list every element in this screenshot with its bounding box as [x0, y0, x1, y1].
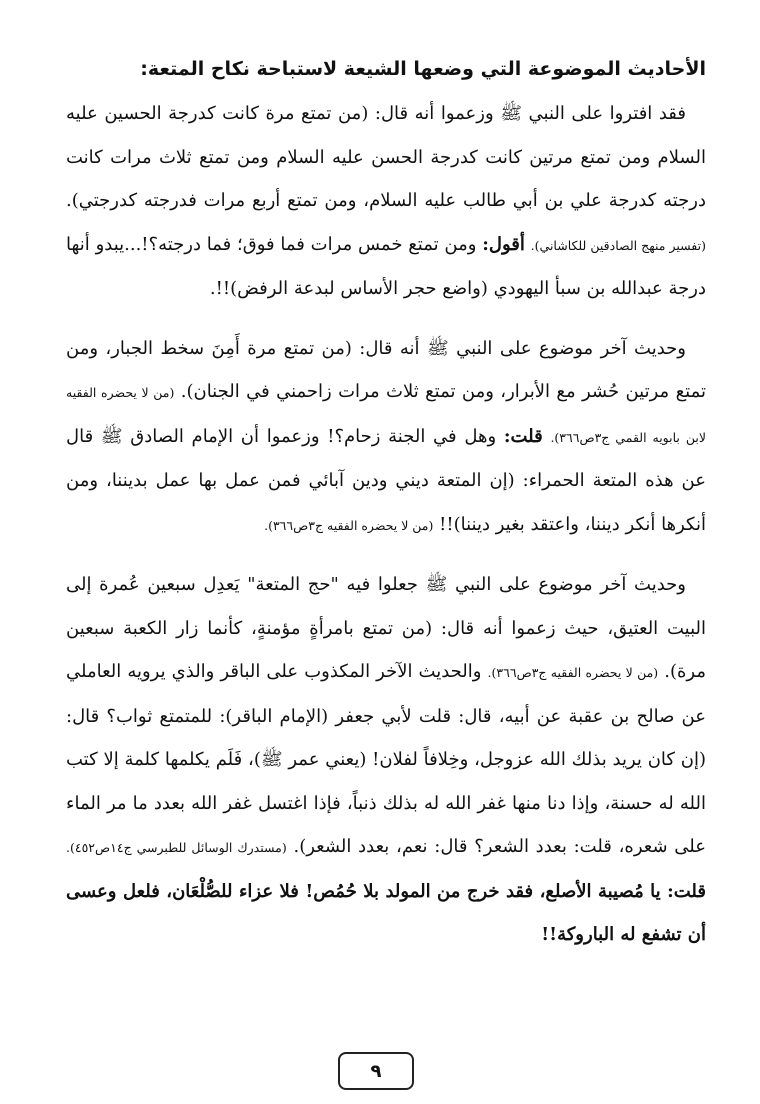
p1-bold-aqulu: أقول: — [482, 233, 525, 255]
page-number: ٩ — [338, 1052, 414, 1090]
paragraph-1 — [66, 92, 706, 311]
p3-text-c: قلت: يا مُصيبة الأصلع، فقد خرج من المولد بلا حُمُص! فلا عزاء للصُّلْعَان، فلعل وعسى أن تشفع له الباروكة!! — [66, 880, 706, 945]
p2-citation-b: (من لا يحضره الفقيه ج٣ص٣٦٦). — [264, 517, 434, 533]
p1-text-a: فقد افتروا على النبي ﷺ وزعموا أنه قال: (من تمتع مرة كانت كدرجة الحسين عليه السلام ومن تمتع مرتين كانت كدرجة الحسن عليه السلام ومن تمتع ثلاث مرات كانت درجته كدرجة علي بن أبي طالب عليه السلام، ومن تمتع أربع مرات فدرجته كدرجتي). — [66, 103, 706, 211]
p2-text-b: وهل في الجنة زحام؟! وزعموا أن الإمام الصادق ﷺ قال عن هذه المتعة الحمراء: (إن المتعة ديني ودين آبائي فمن عمل بها عمل بديننا، ومن أنكرها أنكر ديننا، واعتقد بغير ديننا)!! — [66, 425, 706, 535]
p3-citation-b: (مستدرك الوسائل للطبرسي ج١٤ص٤٥٢). — [66, 840, 287, 855]
p2-text-a: وحديث آخر موضوع على النبي ﷺ أنه قال: (من تمتع مرة أَمِنَ سخط الجبار، ومن تمتع مرتين حُشر مع الأبرار، ومن تمتع ثلاث مرات زاحمني في الجنان). — [66, 337, 707, 402]
page-content — [66, 52, 706, 973]
p3-citation-a: (من لا يحضره الفقيه ج٣ص٣٦٦). — [487, 665, 659, 680]
paragraph-3 — [66, 563, 706, 957]
p1-citation: (تفسير منهج الصادقين للكاشاني). — [530, 237, 706, 253]
section-heading: الأحاديث الموضوعة التي وضعها الشيعة لاستباحة نكاح المتعة: — [140, 58, 706, 80]
p1-text-b: ومن تمتع خمس مرات فما فوق؛ فما درجته؟!...يبدو أنها درجة عبدالله بن سبأ اليهودي (واضع حجر الأساس لبدعة الرفض)!!. — [66, 233, 706, 299]
p3-text-b: والحديث الآخر المكذوب على الباقر والذي يرويه العاملي عن صالح بن عقبة عن أبيه، قال: قلت لأبي جعفر (الإمام الباقر): للمتمتع ثواب؟ قال: (إن كان يريد بذلك الله عزوجل، وخِلافاً لفلان! (يعني عمر ﷺ)، فَلَم يكلمها كلمة إلا كتب الله له حسنة، وإذا دنا منها غفر الله له بذلك ذنباً، فإذا اغتسل غفر الله بعدد ما مر الماء على شعره، قلت: بعدد الشعر؟ قال: نعم، بعدد الشعر). — [66, 661, 706, 857]
p2-citation-a: (من لا يحضره الفقيه لابن بابويه القمي ج٣ص٣٦٦). — [66, 385, 706, 445]
p3-text-a: وحديث آخر موضوع على النبي ﷺ جعلوا فيه "حج المتعة" يَعدِل سبعين عُمرة إلى البيت العتيق، حيث زعموا أنه قال: (من تمتع بامرأةٍ مؤمنةٍ، كأنما زار الكعبة سبعين مرة). — [66, 574, 706, 682]
p2-bold-qultu: قلت: — [503, 425, 543, 447]
paragraph-2 — [66, 327, 706, 548]
